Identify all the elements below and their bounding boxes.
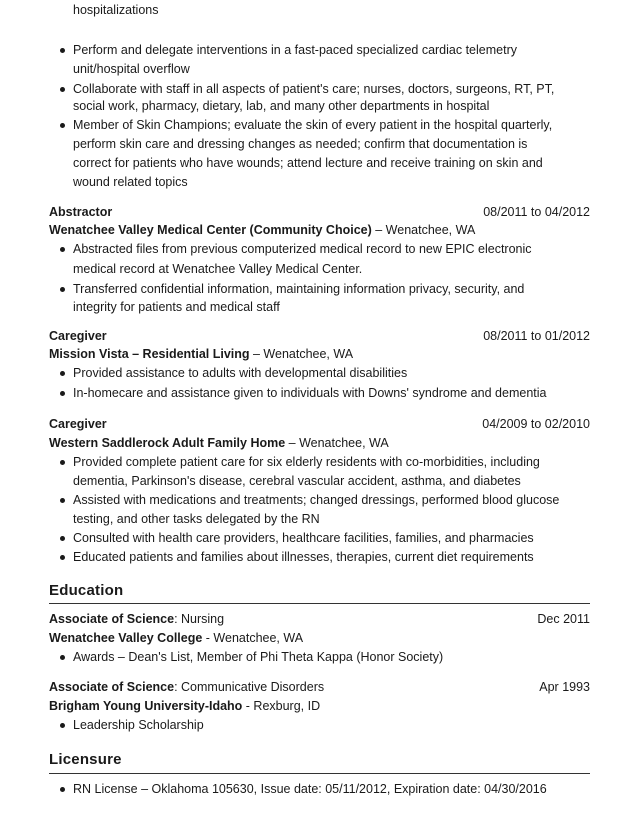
- list-item: Collaborate with staff in all aspects of patient's care; nurses, doctors, surgeons, RT, PT,: [73, 82, 555, 96]
- job-dates: 04/2009 to 02/2010: [482, 417, 590, 431]
- list-item-continuation: integrity for patients and medical staff: [73, 300, 280, 314]
- bullet-icon: [60, 247, 65, 252]
- list-item-continuation: medical record at Wenatchee Valley Medical Center.: [73, 262, 363, 276]
- list-item: Provided complete patient care for six elderly residents with co-morbidities, including: [73, 455, 540, 469]
- degree-field: : Communicative Disorders: [174, 680, 325, 694]
- job-title: Abstractor: [49, 205, 113, 219]
- job-dates: 08/2011 to 04/2012: [483, 205, 590, 219]
- list-item: Consulted with health care providers, healthcare facilities, families, and pharmacies: [73, 531, 534, 545]
- list-item-continuation: unit/hospital overflow: [73, 62, 190, 76]
- employer-name: Wenatchee Valley Medical Center (Community Choice): [49, 223, 372, 237]
- employer-name: Western Saddlerock Adult Family Home: [49, 436, 286, 450]
- school-line: [49, 698, 320, 714]
- employer-line: [49, 435, 389, 451]
- employer-location: – Wenatchee, WA: [371, 223, 476, 237]
- list-item-continuation: hospitalizations: [73, 3, 159, 17]
- degree-date: Dec 2011: [537, 612, 590, 626]
- school-location: - Rexburg, ID: [242, 699, 321, 713]
- section-heading-education: Education: [49, 582, 124, 599]
- list-item: Member of Skin Champions; evaluate the skin of every patient in the hospital quarterly,: [73, 118, 553, 132]
- list-item: Transferred confidential information, maintaining information privacy, security, and: [73, 282, 525, 296]
- list-item: Perform and delegate interventions in a fast-paced specialized cardiac telemetry: [73, 43, 517, 57]
- bullet-icon: [60, 655, 65, 660]
- bullet-icon: [60, 391, 65, 396]
- bullet-icon: [60, 498, 65, 503]
- degree-line: [49, 679, 324, 695]
- job-title: Caregiver: [49, 417, 107, 431]
- list-item: Leadership Scholarship: [73, 718, 204, 732]
- list-item-continuation: perform skin care and dressing changes as needed; confirm that documentation is: [73, 137, 528, 151]
- list-item: RN License – Oklahoma 105630, Issue date: 05/11/2012, Expiration date: 04/30/2016: [73, 782, 547, 796]
- bullet-icon: [60, 460, 65, 465]
- bullet-icon: [60, 123, 65, 128]
- job-dates: 08/2011 to 01/2012: [483, 329, 590, 343]
- employer-location: – Wenatchee, WA: [285, 436, 389, 450]
- bullet-icon: [60, 787, 65, 792]
- list-item: Educated patients and families about illnesses, therapies, current diet requirements: [73, 550, 534, 564]
- section-heading-licensure: Licensure: [49, 751, 122, 768]
- bullet-icon: [60, 723, 65, 728]
- bullet-icon: [60, 555, 65, 560]
- bullet-icon: [60, 87, 65, 92]
- bullet-icon: [60, 536, 65, 541]
- list-item: Abstracted files from previous computerized medical record to new EPIC electronic: [73, 242, 532, 256]
- school-location: - Wenatchee, WA: [202, 631, 304, 645]
- list-item: In-homecare and assistance given to individuals with Downs' syndrome and dementia: [73, 386, 547, 400]
- employer-location: – Wenatchee, WA: [249, 347, 354, 361]
- bullet-icon: [60, 48, 65, 53]
- school-line: [49, 630, 303, 646]
- list-item-continuation: correct for patients who have wounds; attend lecture and receive training on skin and: [73, 156, 543, 170]
- employer-line: [49, 222, 475, 238]
- list-item-continuation: social work, pharmacy, dietary, lab, and many other departments in hospital: [73, 99, 490, 113]
- list-item: Assisted with medications and treatments; changed dressings, performed blood glucose: [73, 493, 560, 507]
- school-name: Brigham Young University-Idaho: [49, 699, 243, 713]
- section-divider: [49, 603, 590, 604]
- employer-line: [49, 346, 353, 362]
- list-item-continuation: testing, and other tasks delegated by the RN: [73, 512, 320, 526]
- list-item: Provided assistance to adults with developmental disabilities: [73, 366, 408, 380]
- school-name: Wenatchee Valley College: [49, 631, 203, 645]
- list-item-continuation: wound related topics: [73, 175, 188, 189]
- degree-line: [49, 611, 224, 627]
- degree-name: Associate of Science: [49, 680, 175, 694]
- bullet-icon: [60, 287, 65, 292]
- employer-name: Mission Vista – Residential Living: [49, 347, 250, 361]
- section-divider: [49, 773, 590, 774]
- degree-field: : Nursing: [174, 612, 225, 626]
- degree-name: Associate of Science: [49, 612, 175, 626]
- degree-date: Apr 1993: [539, 680, 590, 694]
- bullet-icon: [60, 371, 65, 376]
- list-item-continuation: dementia, Parkinson's disease, cerebral vascular accident, asthma, and diabetes: [73, 474, 521, 488]
- job-title: Caregiver: [49, 329, 107, 343]
- list-item: Awards – Dean's List, Member of Phi Theta Kappa (Honor Society): [73, 650, 444, 664]
